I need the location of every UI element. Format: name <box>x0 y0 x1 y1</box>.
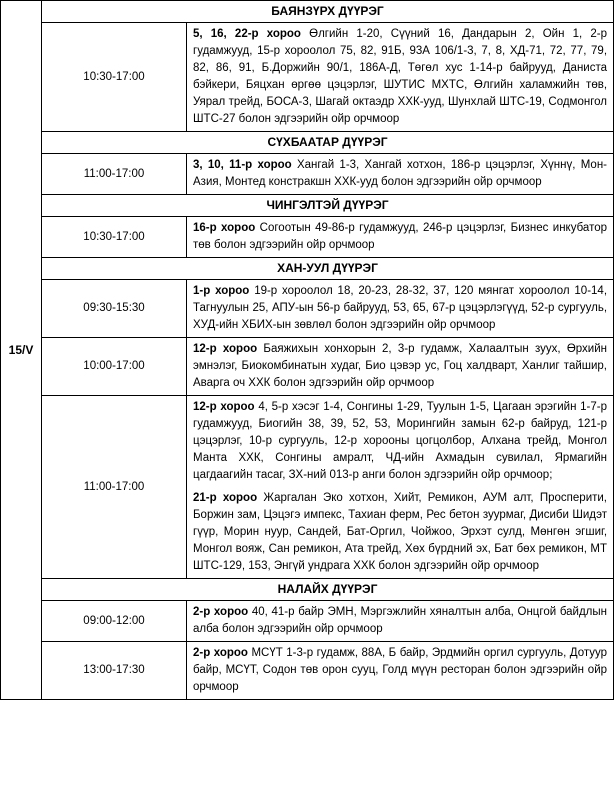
area-description <box>187 23 614 132</box>
time-range: 11:00-17:00 <box>42 154 187 195</box>
area-description <box>187 280 614 338</box>
khoroo-label: 5, 16, 22-р хороо <box>193 28 301 40</box>
area-description <box>187 338 614 396</box>
area-text: Хангай 1-3, Хангай хотхон, 186-р цэцэрлэг, Хүннү, Мон-Азия, Монтед констракшн ХХК-ууд болон эдгээрийн ойр орчмоор <box>193 159 608 188</box>
district-header-row <box>1 579 614 601</box>
area-description <box>187 396 614 579</box>
time-range: 10:00-17:00 <box>42 338 187 396</box>
schedule-row <box>1 280 614 338</box>
area-text: Согоотын 49-86-р гудамжууд, 246-р цэцэрлэг, Бизнес инкубатор төв болон эдгээрийн ойр орчмоор <box>193 222 607 251</box>
area-paragraph <box>193 220 607 254</box>
area-text: 40, 41-р байр ЭМН, Мэргэжлийн хяналтын алба, Онцгой байдлын алба болон эдгээрийн ойр орчмоор <box>193 606 608 635</box>
district-name: СҮХБААТАР ДҮҮРЭГ <box>42 132 614 154</box>
area-paragraph <box>193 490 607 575</box>
time-range: 09:00-12:00 <box>42 601 187 642</box>
area-text: Жаргалан Эко хотхон, Хийт, Ремикон, АУМ алт, Просперити, Боржин зам, Цэцэгэ импекс, Тахиан ферм, Рес бетон зуурмаг, Дисиби Шидэт гүүр, Морин нуур, Сандей, Бат-Оргил, Чойжоо, Эрхэт сулд, Мөнгөн эгшиг, Монгол вояж, Сан ремикон, Ата трейд, Хөх бүрдний эх, Бат бөх ремикон, МТ ШТС-129, 153, Энгүй ундрага ХХК болон эдгээрийн ойр орчмоор <box>193 492 608 572</box>
area-description <box>187 217 614 258</box>
schedule-row <box>1 154 614 195</box>
khoroo-label: 16-р хороо <box>193 222 256 234</box>
area-description <box>187 642 614 700</box>
area-text: МСҮТ 1-3-р гудамж, 88А, Б байр, Эрдмийн оргил сургууль, Дотуур байр, МСҮТ, Содон төв орон сууц, Голд мүүн ресторан болон эдгээрийн ойр орчмоор <box>193 647 608 693</box>
area-text: 19-р хороолол 18, 20-23, 28-32, 37, 120 мянгат хороолол 10-14, Тагнуулын 25, АПУ-ын 56-р байрууд, 53, 65, 67-р цэцэрлэгүүд, 52-р сургууль, ХУД-ийн ХБИХ-ын зөвлөл болон эдгээрийн ойр орчмоор <box>193 285 608 331</box>
area-paragraph <box>193 341 607 392</box>
schedule-row <box>1 601 614 642</box>
district-name: ХАН-УУЛ ДҮҮРЭГ <box>42 258 614 280</box>
khoroo-label: 12-р хороо <box>193 343 258 355</box>
area-paragraph <box>193 399 607 484</box>
district-name: ЧИНГЭЛТЭЙ ДҮҮРЭГ <box>42 195 614 217</box>
time-range: 10:30-17:00 <box>42 217 187 258</box>
area-paragraph <box>193 157 607 191</box>
schedule-row <box>1 396 614 579</box>
khoroo-label: 2-р хороо <box>193 647 248 659</box>
schedule-row <box>1 642 614 700</box>
area-description <box>187 601 614 642</box>
area-text: Баяжихын хонхорын 2, 3-р гудамж, Халаалтын зуух, Өрхийн эмнэлэг, Биокомбинатын худаг, Био цэвэр ус, Гоц халдварт, Ханлиг тайшир, Аварга оч ХХК болон эдгээрийн ойр орчмоор <box>193 343 608 389</box>
district-name: БАЯНЗҮРХ ДҮҮРЭГ <box>42 1 614 23</box>
schedule-row <box>1 338 614 396</box>
date-cell: 15/V <box>1 1 42 700</box>
district-header-row <box>1 132 614 154</box>
area-paragraph <box>193 604 607 638</box>
district-header-row <box>1 1 614 23</box>
area-paragraph <box>193 283 607 334</box>
schedule-row <box>1 217 614 258</box>
time-range: 13:00-17:30 <box>42 642 187 700</box>
time-range: 10:30-17:00 <box>42 23 187 132</box>
district-name: НАЛАЙХ ДҮҮРЭГ <box>42 579 614 601</box>
area-paragraph <box>193 645 607 696</box>
khoroo-label: 12-р хороо <box>193 401 255 413</box>
khoroo-label: 2-р хороо <box>193 606 249 618</box>
time-range: 09:30-15:30 <box>42 280 187 338</box>
district-header-row <box>1 195 614 217</box>
schedule-row <box>1 23 614 132</box>
time-range: 11:00-17:00 <box>42 396 187 579</box>
khoroo-label: 3, 10, 11-р хороо <box>193 159 292 171</box>
area-paragraph <box>193 26 607 128</box>
area-text: Өлгийн 1-20, Сүүний 16, Дандарын 2, Ойн 1, 2-р гудамжууд, 15-р хороолол 75, 82, 91Б, 93А 106/1-3, 7, 8, ХД-71, 72, 77, 79, 82, 86, 91, Б.Доржийн 90/1, 186А-Д, Төгөл хус 1-14-р байрууд, Даниста бэйкери, Бяцхан өргөө цэцэрлэг, ШУТИС МХТС, Өлгийн халамжийн төв, Уярал трейд, БОСА-3, Шагай октаэдр ХХК-ууд, Шунхлай ШТС-19, Содмонгол ШТС-27 болон эдгээрийн ойр орчмоор <box>193 28 608 125</box>
khoroo-label: 21-р хороо <box>193 492 258 504</box>
khoroo-label: 1-р хороо <box>193 285 250 297</box>
area-description <box>187 154 614 195</box>
area-text: 4, 5-р хэсэг 1-4, Сонгины 1-29, Туулын 1-5, Цагаан эрэгийн 1-7-р гудамжууд, Биогийн 38, 39, 52, 53, Морингийн замын 62-р байруд, 121-р цэцэрлэг, 10-р сургууль, 12-р хорооны цогцолбор, Алхана трейд, Монгол Манта ХХК, Сонгины амралт, ЧД-ийн Ахмадын сувилал, Ярмагийн цагдаагийн тасаг, ЗХ-ний 013-р анги болон эдгээрийн ойр орчмоор; <box>193 401 608 481</box>
district-header-row <box>1 258 614 280</box>
